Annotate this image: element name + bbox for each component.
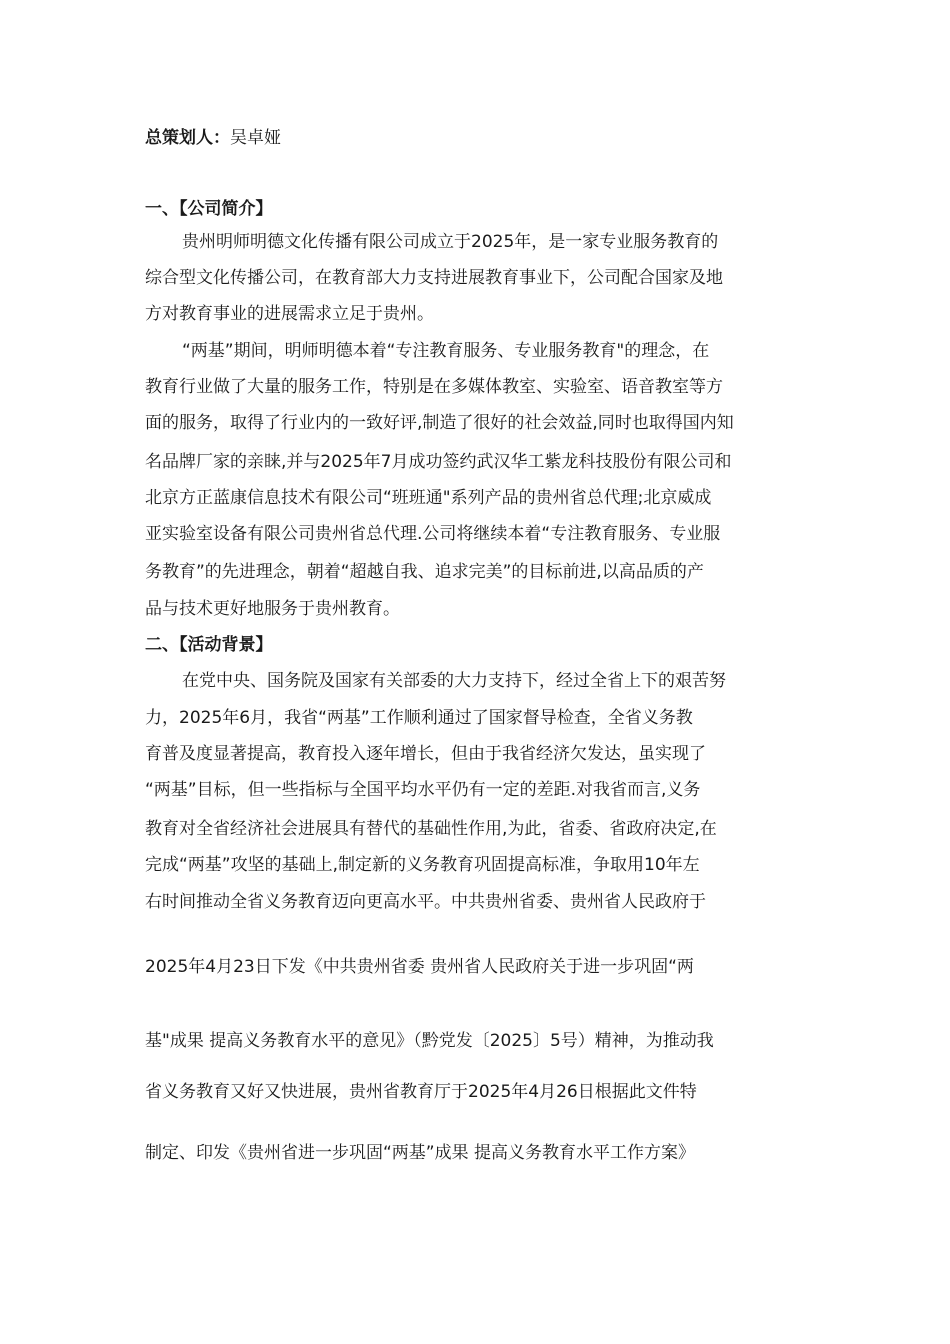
section2-line: 在党中央、国务院及国家有关部委的大力支持下，经过全省上下的艰苦努: [182, 671, 726, 691]
section1-line: 务教育”的先进理念，朝着“超越自我、追求完美”的目标前进,以高品质的产: [145, 562, 704, 582]
section2-line: 省义务教育又好又快进展，贵州省教育厅于2025年4月26日根据此文件特: [145, 1082, 697, 1102]
section1-line: 名品牌厂家的亲睐,并与2025年7月成功签约武汉华工紫龙科技股份有限公司和: [145, 452, 732, 472]
section1-line: 面的服务，取得了行业内的一致好评,制造了很好的社会效益,同时也取得国内知: [145, 413, 734, 433]
section1-line: “两基”期间，明师明德本着“专注教育服务、专业服务教育"的理念，在: [182, 341, 710, 361]
section2-heading: 二、【活动背景】: [145, 635, 273, 655]
planner-line: [145, 127, 281, 149]
section2-line: 制定、印发《贵州省进一步巩固“两基”成果 提高义务教育水平工作方案》: [145, 1143, 696, 1163]
section2-line: “两基”目标，但一些指标与全国平均水平仍有一定的差距.对我省而言,义务: [145, 780, 701, 800]
planner-name: 吴卓娅: [230, 128, 281, 148]
section1-line: 亚实验室设备有限公司贵州省总代理.公司将继续本着“专注教育服务、专业服: [145, 524, 721, 544]
planner-label: 总策划人：: [145, 128, 230, 148]
section2-line: 右时间推动全省义务教育迈向更高水平。中共贵州省委、贵州省人民政府于: [145, 892, 706, 912]
section2-line: 2025年4月23日下发《中共贵州省委 贵州省人民政府关于进一步巩固“两: [145, 957, 694, 977]
section1-line: 教育行业做了大量的服务工作，特别是在多媒体教室、实验室、语音教室等方: [145, 377, 723, 397]
section2-line: 基"成果 提高义务教育水平的意见》（黔党发〔2025〕5号）精神，为推动我: [145, 1031, 714, 1051]
section1-line: 品与技术更好地服务于贵州教育。: [145, 599, 400, 619]
section2-line: 育普及度显著提高，教育投入逐年增长，但由于我省经济欠发达，虽实现了: [145, 744, 706, 764]
section1-heading: 一、【公司简介】: [145, 199, 273, 219]
section2-line: 完成“两基”攻坚的基础上,制定新的义务教育巩固提高标准，争取用10年左: [145, 855, 700, 875]
section1-line: 综合型文化传播公司，在教育部大力支持进展教育事业下，公司配合国家及地: [145, 268, 723, 288]
section2-line: 教育对全省经济社会进展具有替代的基础性作用,为此，省委、省政府决定,在: [145, 819, 717, 839]
section1-line: 方对教育事业的进展需求立足于贵州。: [145, 304, 434, 324]
section2-line: 力，2025年6月，我省“两基”工作顺利通过了国家督导检查，全省义务教: [145, 708, 693, 728]
section1-line: 北京方正蓝康信息技术有限公司“班班通"系列产品的贵州省总代理;北京威成: [145, 488, 712, 508]
section1-line: 贵州明师明德文化传播有限公司成立于2025年，是一家专业服务教育的: [182, 232, 719, 252]
